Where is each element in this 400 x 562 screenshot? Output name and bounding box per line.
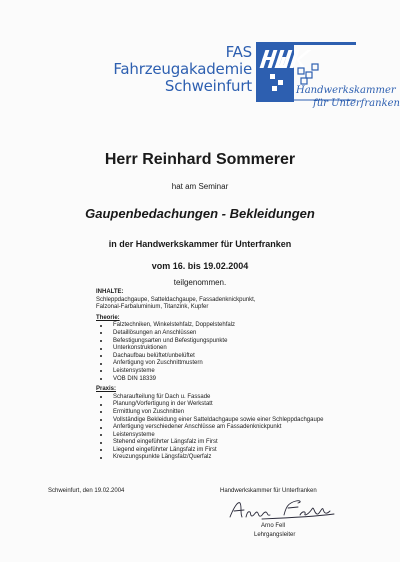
bullet-icon — [100, 378, 102, 380]
institution-text: in der Handwerkskammer für Unterfranken — [108, 239, 292, 249]
inhalte-heading: INHALTE: — [96, 289, 124, 295]
footer-organization: Handwerkskammer für Unterfranken — [220, 488, 317, 494]
bullet-icon — [100, 449, 102, 451]
list-item-text: Ermittlung von Zuschnitten — [113, 408, 185, 415]
list-item-text: Scharaufteilung für Dach u. Fassade — [113, 393, 211, 400]
bullet-icon — [100, 457, 102, 459]
list-item-text: Stehend eingeführter Längsfalz im First — [113, 439, 218, 446]
bullet-icon — [100, 348, 102, 350]
bullet-icon — [100, 442, 102, 444]
participated-text: teilgenommen. — [173, 278, 227, 287]
list-item — [96, 368, 376, 376]
bullet-icon — [100, 404, 102, 406]
list-item — [96, 360, 376, 368]
praxis-list — [96, 394, 376, 462]
inhalte-line: Schleppdachgaupe, Satteldachgaupe, Fassadenknickpunkt, — [96, 296, 256, 303]
list-item-text: VOB DIN 18339 — [113, 375, 157, 382]
bullet-icon — [100, 419, 102, 421]
list-item-text: Kreuzungspunkte Längsfalz/Querfalz — [113, 454, 212, 461]
theorie-heading: Theorie: — [96, 314, 120, 321]
list-item — [96, 454, 376, 462]
list-item-text: Vollständige Bekleidung einer Satteldachgaupe sowie einer Schleppdachgaupe — [113, 416, 324, 423]
intro-text: hat am Seminar — [171, 182, 229, 191]
list-item — [96, 338, 376, 346]
list-item — [96, 353, 376, 361]
hwk-name-line-1: Handwerkskammer — [296, 85, 396, 96]
inhalte-text — [96, 297, 376, 312]
list-item-text: Anfertigung von Zuschnittmustern — [113, 360, 203, 367]
recipient-name: Herr Reinhard Sommerer — [104, 151, 296, 168]
bullet-icon — [100, 370, 102, 372]
list-item — [96, 322, 376, 330]
course-dates: vom 16. bis 19.02.2004 — [151, 261, 249, 271]
course-title: Gaupenbedachungen - Bekleidungen — [85, 206, 315, 221]
list-item-text: Leistensysteme — [113, 367, 155, 374]
fas-academy-name — [113, 44, 252, 95]
bullet-icon — [100, 434, 102, 436]
praxis-heading: Praxis: — [96, 386, 117, 393]
list-item — [96, 432, 376, 440]
bullet-icon — [100, 355, 102, 357]
list-item — [96, 330, 376, 338]
list-item-text: Unterkonstruktionen — [113, 345, 167, 352]
bullet-icon — [100, 332, 102, 334]
place-and-date: Schweinfurt, den 19.02.2004 — [48, 488, 125, 494]
bullet-icon — [100, 411, 102, 413]
fas-name-line-2: Schweinfurt — [164, 77, 252, 95]
list-item — [96, 376, 376, 384]
list-item — [96, 345, 376, 353]
course-content — [96, 289, 376, 465]
bullet-icon — [100, 325, 102, 327]
theorie-list — [96, 322, 376, 383]
list-item-text: Falztechniken, Winkelstehfalz, Doppelstehfalz — [113, 322, 236, 329]
bullet-icon — [100, 396, 102, 398]
bullet-icon — [100, 340, 102, 342]
fas-name-line-1: Fahrzeugakademie — [113, 60, 252, 78]
hwk-chamber-name — [296, 84, 400, 110]
list-item-text: Leistensysteme — [113, 431, 155, 438]
bullet-icon — [100, 427, 102, 429]
inhalte-line: Falzonal-Farbaluminium, Titanzink, Kupfer — [96, 304, 209, 311]
list-item — [96, 417, 376, 425]
list-item — [96, 409, 376, 417]
list-item — [96, 424, 376, 432]
list-item — [96, 447, 376, 455]
list-item-text: Anfertigung verschiedener Anschlüsse am Fassadenknickpunkt — [113, 424, 282, 431]
signer-name: Arno Fell — [261, 523, 286, 529]
list-item — [96, 401, 376, 409]
hwk-name-line-2: für Unterfranken — [313, 98, 400, 109]
bullet-icon — [100, 363, 102, 365]
list-item-text: Dachaufbau belüftet/unbelüftet — [113, 352, 195, 359]
handwritten-signature — [226, 497, 336, 523]
list-item-text: Liegend eingeführter Längsfalz im First — [113, 446, 217, 453]
list-item-text: Planung/Vorfertigung in der Werkstatt — [113, 401, 213, 408]
signer-role: Lehrgangsleiter — [254, 532, 296, 538]
list-item — [96, 439, 376, 447]
list-item — [96, 394, 376, 402]
list-item-text: Befestigungsarten und Befestigungspunkte — [113, 337, 228, 344]
list-item-text: Detaillösungen an Anschlüssen — [113, 329, 197, 336]
fas-abbrev: FAS — [225, 43, 252, 61]
